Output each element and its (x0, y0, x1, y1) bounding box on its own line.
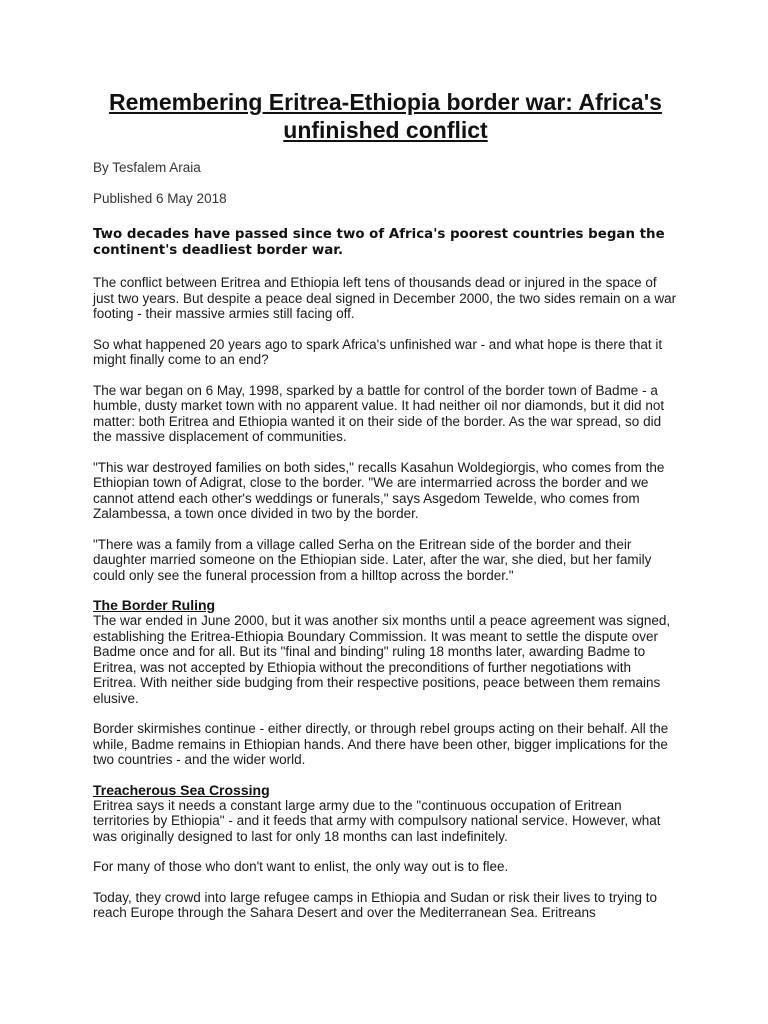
body-paragraph: For many of those who don't want to enlist, the only way out is to flee. (93, 859, 509, 874)
article-title: Remembering Eritrea-Ethiopia border war: Africa's unfinished conflict (109, 89, 662, 143)
body-paragraph: "There was a family from a village called Serha on the Eritrean side of the border and their daughter married someone on the Ethiopian side. Later, after the war, she died, but her family could only see the funeral procession from a hilltop across the border." (93, 536, 652, 583)
document-page (93, 88, 678, 921)
body-paragraph: The war began on 6 May, 1998, sparked by a battle for control of the border town of Badme - a humble, dusty market town with no apparent value. It had neither oil nor diamonds, but it did not matter: both Eritrea and Ethiopia wanted it on their side of the border. As the war spread, so did the massive displacement of communities. (93, 382, 665, 444)
body-paragraph: So what happened 20 years ago to spark Africa's unfinished war - and what hope is there that it might finally come to an end? (93, 336, 663, 367)
body-paragraph: The war ended in June 2000, but it was another six months until a peace agreement was signed, establishing the Eritrea-Ethiopia Boundary Commission. It was meant to settle the dispute over Badme once and for all. But its "final and binding" ruling 18 months later, awarding Badme to Eritrea, was not accepted by Ethiopia without the preconditions of further negotiations with Eritrea. With neither side budging from their respective positions, peace between them remains elusive. (93, 613, 671, 706)
body-paragraph: Today, they crowd into large refugee camps in Ethiopia and Sudan or risk their lives to trying to reach Europe through the Sahara Desert and over the Mediterranean Sea. Eritreans (93, 889, 658, 920)
body-paragraph: "This war destroyed families on both sides," recalls Kasahun Woldegiorgis, who comes from the Ethiopian town of Adigrat, close to the border. "We are intermarried across the border and we cannot attend each other's weddings or funerals," says Asgedom Tewelde, who comes from Zalambessa, a town once divided in two by the border. (93, 459, 665, 521)
section-heading-sea-crossing: Treacherous Sea Crossing (93, 781, 270, 798)
section-heading-border-ruling: The Border Ruling (93, 597, 216, 613)
body-paragraph: Border skirmishes continue - either directly, or through rebel groups acting on their behalf. All the while, Badme remains in Ethiopian hands. And there have been other, bigger implications for the two countries - and the wider world. (93, 721, 669, 767)
lead-paragraph: Two decades have passed since two of Africa's poorest countries began the continent's deadliest border war. (93, 227, 665, 258)
body-paragraph: Eritrea says it needs a constant large army due to the "continuous occupation of Eritrean territories by Ethiopia" - and it feeds that army with compulsory national service. However, what was originally designed to last for only 18 months can last indefinitely. (93, 797, 661, 844)
body-paragraph: The conflict between Eritrea and Ethiopia left tens of thousands dead or injured in the space of just two years. But despite a peace deal signed in December 2000, the two sides remain on a war footing - their massive armies still facing off. (93, 275, 677, 321)
byline: By Tesfalem Araia (93, 160, 201, 175)
published-date: Published 6 May 2018 (93, 191, 227, 206)
